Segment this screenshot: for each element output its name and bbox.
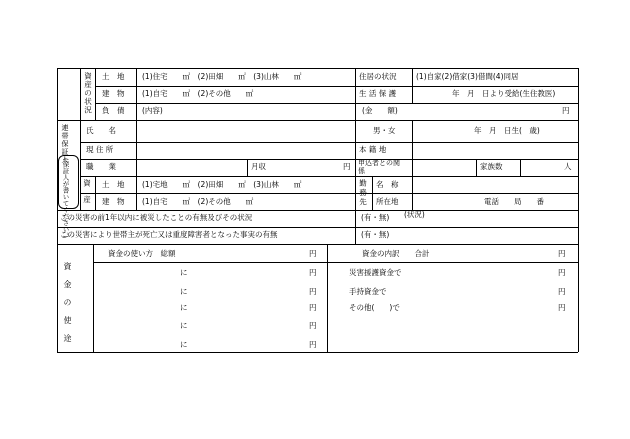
usage-header: 資金の使い方 総額: [108, 249, 176, 258]
guarantor-birth: 年 月 日生( 歳): [474, 126, 540, 135]
guarantor-note: (保証人が書いてください。): [61, 158, 70, 238]
guarantor-family-unit: 人: [564, 162, 572, 171]
death-disability-answer: (有・無): [361, 230, 390, 239]
amount-yen: 円: [562, 106, 570, 115]
company-address-label: 所在地: [376, 197, 399, 206]
guarantor-occupation-label: 職 業: [86, 162, 116, 171]
land-label: 土 地: [102, 72, 125, 81]
guarantor-domicile-label: 本 籍 地: [359, 145, 387, 154]
source-2-yen: 円: [558, 287, 566, 296]
guarantor-income-label: 月収: [251, 162, 266, 171]
usage-line-1-ni: に: [180, 268, 188, 277]
guarantor-building-label: 建 物: [102, 197, 125, 206]
debt-content: (内容): [142, 106, 163, 115]
guarantor-building-types: (1)自宅 ㎡ (2)その他 ㎡: [142, 197, 254, 206]
debt-label: 負 債: [102, 106, 125, 115]
amount-label: (金 額): [362, 106, 398, 115]
usage-total-yen: 円: [309, 249, 317, 258]
guarantor-gender: 男・女: [373, 126, 396, 135]
usage-line-2-yen: 円: [309, 287, 317, 296]
source-1-yen: 円: [558, 268, 566, 277]
guarantor-relation-label: 申込者との関 係: [358, 159, 414, 175]
source-1-label: 災害援護資金で: [349, 268, 402, 277]
guarantor-family-label: 家族数: [480, 162, 503, 171]
guarantor-workplace-label: 勤務先: [358, 179, 368, 208]
guarantor-name-label: 氏 名: [86, 126, 116, 135]
usage-line-5-ni: に: [180, 340, 188, 349]
assets-section-label: 資産の状況: [83, 72, 93, 115]
guarantor-section-label: 連帯保証人: [61, 124, 69, 164]
previous-disaster-status: (状況): [404, 210, 425, 219]
company-phone: 電話 局 番: [484, 197, 544, 206]
previous-disaster-question: この災害の前1年以内に被災したことの有無及びその状況: [60, 213, 253, 222]
land-types: (1)住宅 ㎡ (2)田畑 ㎡ (3)山林 ㎡: [142, 72, 302, 81]
guarantor-assets-label: 資産: [82, 179, 92, 212]
usage-line-5-yen: 円: [309, 340, 317, 349]
usage-line-4-yen: 円: [309, 321, 317, 330]
usage-line-3-yen: 円: [309, 303, 317, 312]
breakdown-header: 資金の内訳 合計: [362, 249, 430, 258]
livelihood-label: 生 活 保 護: [359, 89, 397, 98]
usage-line-3-ni: に: [180, 303, 188, 312]
usage-line-2-ni: に: [180, 287, 188, 296]
usage-line-4-ni: に: [180, 321, 188, 330]
death-disability-question: この災害により世帯主が死亡又は重度障害者となった事実の有無: [60, 230, 278, 239]
livelihood-value: 年 月 日より受給(生住教医): [452, 89, 556, 98]
guarantor-address-label: 現 住 所: [86, 145, 114, 154]
residence-label: 住居の状況: [359, 72, 397, 81]
guarantor-land-types: (1)宅地 ㎡ (2)田畑 ㎡ (3)山林 ㎡: [142, 180, 302, 189]
building-label: 建 物: [102, 89, 125, 98]
guarantor-income-yen: 円: [343, 162, 351, 171]
company-name-label: 名 称: [376, 180, 399, 189]
building-types: (1)自宅 ㎡ (2)その他 ㎡: [142, 89, 254, 98]
source-2-label: 手持資金で: [349, 287, 387, 296]
previous-disaster-answer: (有・無): [361, 213, 390, 222]
guarantor-land-label: 土 地: [102, 180, 125, 189]
breakdown-total-yen: 円: [558, 249, 566, 258]
source-3-label: その他( )で: [349, 303, 400, 312]
source-3-yen: 円: [558, 303, 566, 312]
funds-section-label: 資金の使途: [63, 262, 72, 352]
residence-options: (1)自家(2)借家(3)借間(4)同居: [416, 72, 519, 81]
usage-line-1-yen: 円: [309, 268, 317, 277]
